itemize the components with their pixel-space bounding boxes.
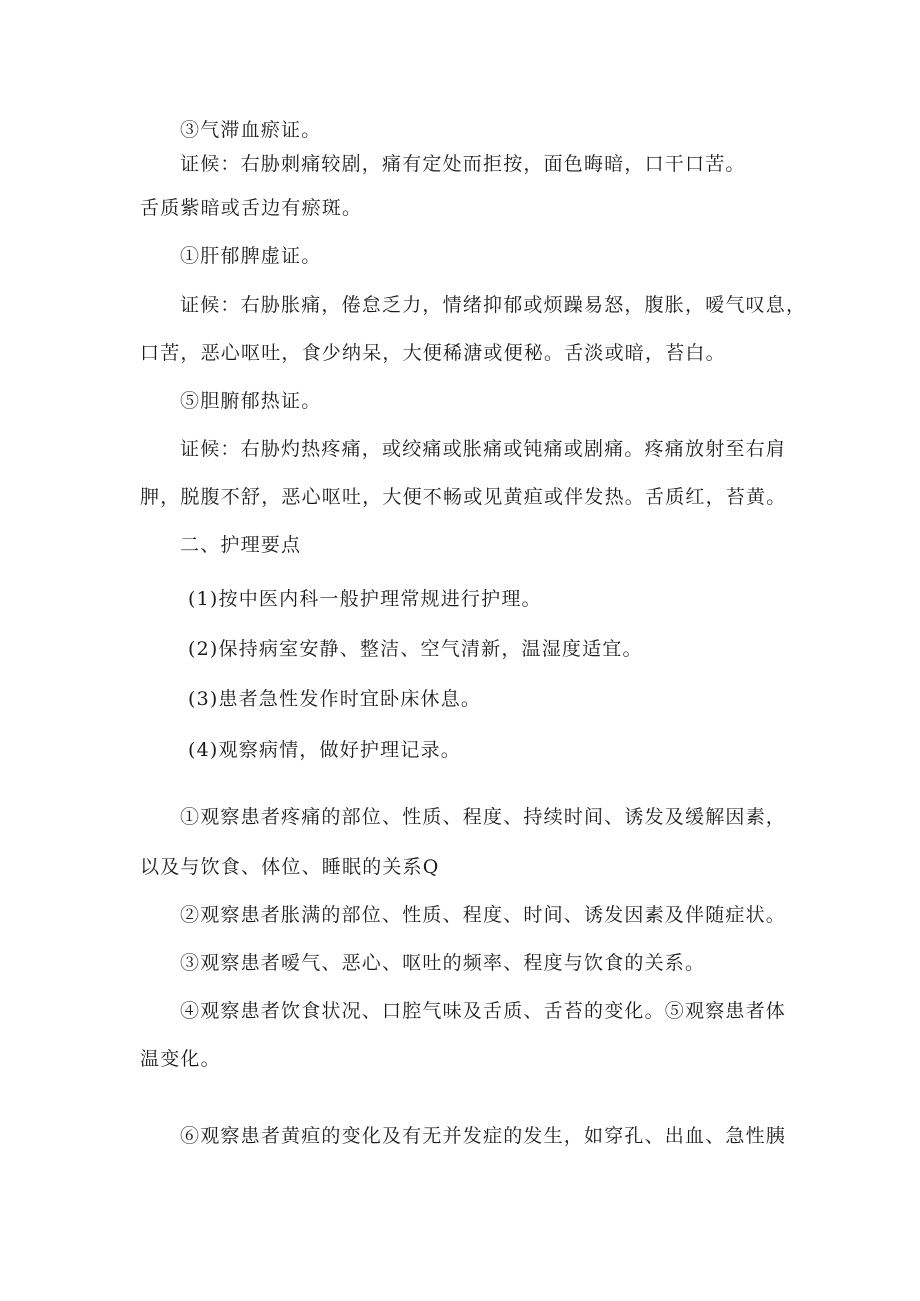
symptoms-line-continued: 胛，脱腹不舒，恶心呕吐，大便不畅或见黄疸或伴发热。舌质红，苔黄。 <box>140 486 787 508</box>
syndrome-heading-qi-stagnation: ③气滞血瘀证。 <box>180 119 322 141</box>
syndrome-heading-gallbladder: ⑤胆腑郁热证。 <box>180 390 322 412</box>
nursing-item-2: (2)保持病室安静、整洁、空气清新，温湿度适宜。 <box>188 638 643 660</box>
observation-item-3: ③观察患者嗳气、恶心、呕吐的频率、程度与饮食的关系。 <box>180 952 706 974</box>
observation-item-1: ①观察患者疼痛的部位、性质、程度、持续时间、诱发及缓解因素， <box>180 806 787 828</box>
observation-item-1-continued: 以及与饮食、体位、睡眠的关系Q <box>140 856 440 878</box>
syndrome-heading-liver-spleen: ①肝郁脾虚证。 <box>180 245 322 267</box>
symptoms-line-continued: 口苦，恶心呕吐，食少纳呆，大便稀溏或便秘。舌淡或暗，苔白。 <box>140 342 726 364</box>
symptoms-line: 证候：右胁胀痛，倦怠乏力，情绪抑郁或烦躁易怒，腹胀，嗳气叹息， <box>180 294 807 316</box>
nursing-item-3: (3)患者急性发作时宜卧床休息。 <box>188 688 482 710</box>
tongue-line: 舌质紫暗或舌边有瘀斑。 <box>140 197 363 219</box>
observation-item-4-5: ④观察患者饮食状况、口腔气味及舌质、舌苔的变化。⑤观察患者体 <box>180 1000 787 1022</box>
nursing-item-4: (4)观察病情，做好护理记录。 <box>188 739 461 761</box>
observation-item-2: ②观察患者胀满的部位、性质、程度、时间、诱发因素及伴随症状。 <box>180 904 787 926</box>
observation-item-5-continued: 温变化。 <box>140 1048 221 1070</box>
section-heading-nursing-points: 二、护理要点 <box>180 534 302 556</box>
nursing-item-1: (1)按中医内科一般护理常规进行护理。 <box>188 588 542 610</box>
symptoms-line: 证候：右胁刺痛较剧，痛有定处而拒按，面色晦暗，口干口苦。 <box>180 153 746 175</box>
symptoms-line: 证候：右胁灼热疼痛，或绞痛或胀痛或钝痛或剧痛。疼痛放射至右肩 <box>180 438 787 460</box>
observation-item-6: ⑥观察患者黄疸的变化及有无并发症的发生，如穿孔、出血、急性胰 <box>180 1125 787 1147</box>
